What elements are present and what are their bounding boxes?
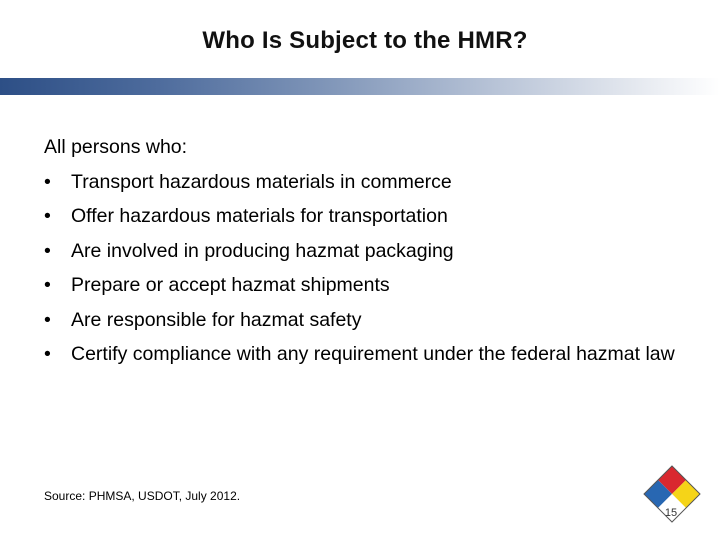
bullet-item: [44, 337, 684, 372]
bullet-dot: •: [44, 170, 51, 193]
bullet-text: Are involved in producing hazmat packaging: [71, 239, 454, 262]
intro-text: All persons who:: [44, 136, 188, 158]
bullet-dot: •: [44, 239, 51, 262]
bullet-text: Prepare or accept hazmat shipments: [71, 274, 390, 296]
bullet-text: Certify compliance with any requirement under the federal hazmat law: [71, 343, 675, 365]
slide-body: [44, 130, 684, 372]
bullet-dot: •: [44, 205, 51, 227]
bullet-list: [44, 165, 684, 372]
bullet-text: Are responsible for hazmat safety: [71, 308, 362, 331]
source-citation: Source: PHMSA, USDOT, July 2012.: [44, 489, 241, 503]
title-bar: [0, 78, 720, 95]
bullet-text: Offer hazardous materials for transportation: [71, 205, 448, 227]
bullet-dot: •: [44, 343, 51, 365]
bullet-dot: •: [44, 308, 51, 331]
slide-title: Who Is Subject to the HMR?: [202, 27, 528, 54]
page-number: 15: [664, 507, 678, 519]
bullet-item: [44, 165, 684, 200]
bullet-dot: •: [44, 274, 51, 296]
bullet-item: [44, 199, 684, 234]
bullet-text: Transport hazardous materials in commerce: [71, 170, 452, 193]
bullet-item: [44, 234, 684, 269]
bullet-item: [44, 268, 684, 303]
bullet-item: [44, 303, 684, 338]
